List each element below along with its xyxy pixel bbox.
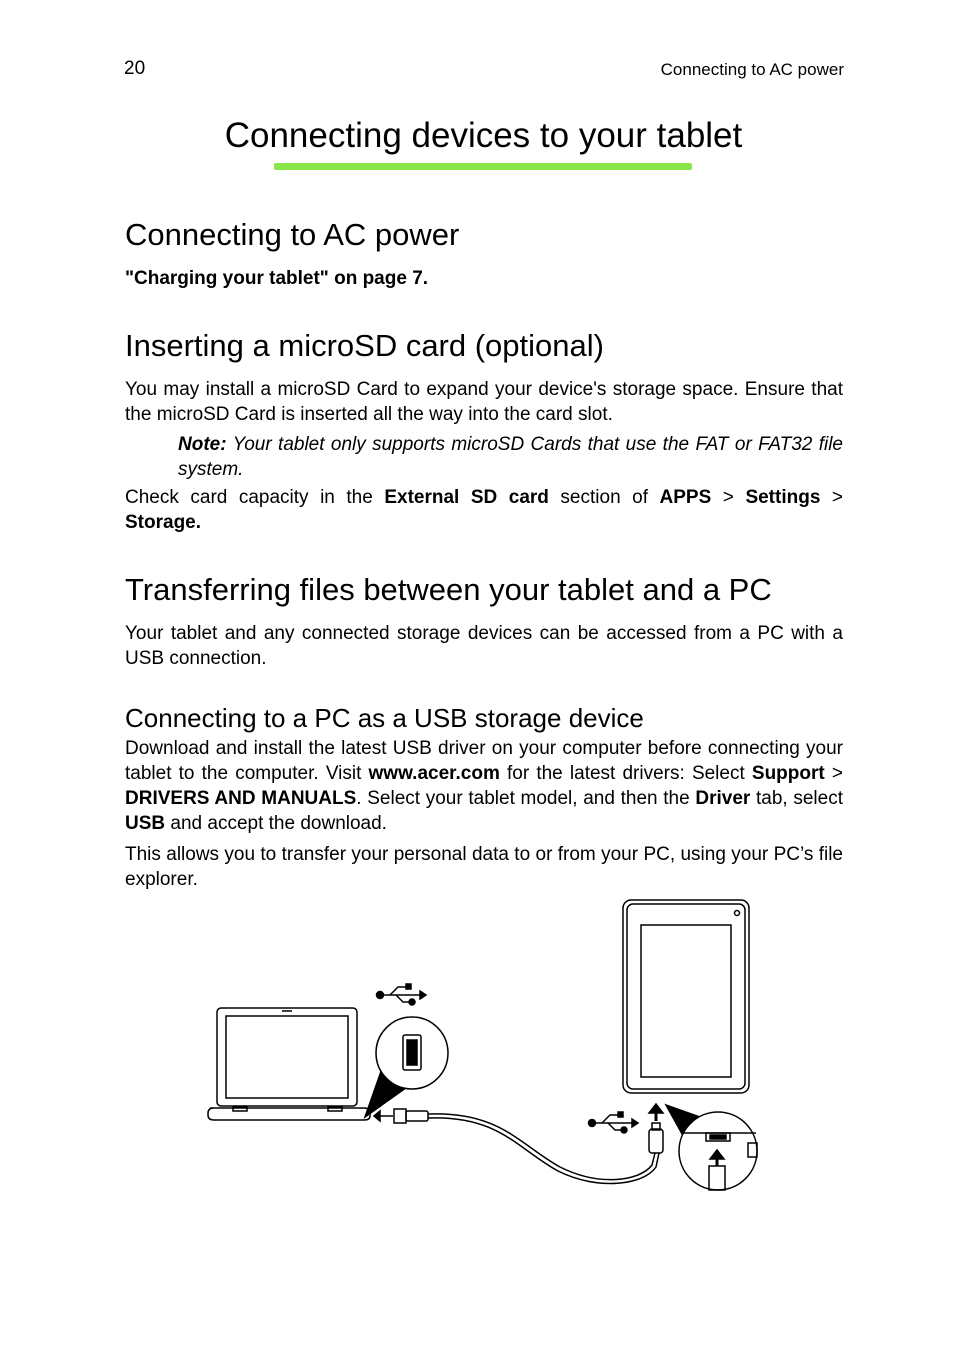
tablet-icon [623, 900, 749, 1093]
usb-cable-icon [374, 1109, 663, 1183]
text-bold: Driver [695, 788, 751, 809]
text-bold: USB [125, 813, 166, 834]
micro-usb-port-callout-icon [666, 1105, 757, 1190]
text-bold: www.acer.com [368, 763, 500, 784]
text-bold: Settings [745, 487, 821, 508]
text: > [820, 487, 844, 508]
laptop-icon [208, 1008, 370, 1120]
heading-microsd: Inserting a microSD card (optional) [125, 328, 604, 363]
text-bold: DRIVERS AND MANUALS [125, 788, 357, 809]
page-number: 20 [124, 58, 146, 79]
usb-symbol-icon [377, 984, 427, 1005]
text: > [711, 487, 746, 508]
chapter-title: Connecting devices to your tablet [224, 116, 743, 155]
heading-ac-power: Connecting to AC power [125, 217, 460, 252]
text: section of [548, 487, 660, 508]
note-label: Note: [178, 434, 227, 455]
microsd-note [178, 432, 843, 482]
note-text: Your tablet only supports microSD Cards that use the FAT or FAT32 file system. [178, 434, 843, 480]
ac-power-reference: "Charging your tablet" on page 7. [125, 268, 429, 289]
usb-symbol-icon [589, 1112, 639, 1133]
text: tab, select [750, 788, 843, 809]
text: and accept the download. [165, 813, 387, 834]
arrow-up-icon [649, 1104, 663, 1121]
text: for the latest drivers: Select [499, 763, 752, 784]
usb-port-callout-icon [365, 1017, 448, 1117]
transfer-paragraph: Your tablet and any connected storage devices can be accessed from a PC with a USB connection. [125, 623, 843, 669]
text-bold: External SD card [384, 487, 549, 508]
running-title: Connecting to AC power [660, 60, 844, 79]
heading-usb-storage: Connecting to a PC as a USB storage device [125, 703, 644, 733]
text-bold: Storage. [125, 512, 202, 533]
check-capacity-paragraph [125, 485, 843, 535]
text-bold: APPS [659, 487, 712, 508]
text-bold: Support [751, 763, 825, 784]
usb-driver-paragraph [125, 736, 843, 836]
transfer-data-paragraph: This allows you to transfer your personal data to or from your PC, using your PC’s file explorer. [125, 844, 843, 890]
usb-connection-figure [200, 895, 770, 1205]
title-underline [274, 163, 692, 170]
microsd-paragraph: You may install a microSD Card to expand your device's storage space. Ensure that the microSD Card is inserted all the way into the card slot. [125, 379, 843, 425]
text: . Select your tablet model, and then the [356, 788, 696, 809]
text: Check card capacity in the [125, 487, 385, 508]
heading-transfer: Transferring files between your tablet and a PC [125, 572, 772, 607]
text: Download and install the latest USB driver on your computer before connecting your tablet to the computer. Visit [125, 738, 843, 784]
text: > [824, 763, 843, 784]
